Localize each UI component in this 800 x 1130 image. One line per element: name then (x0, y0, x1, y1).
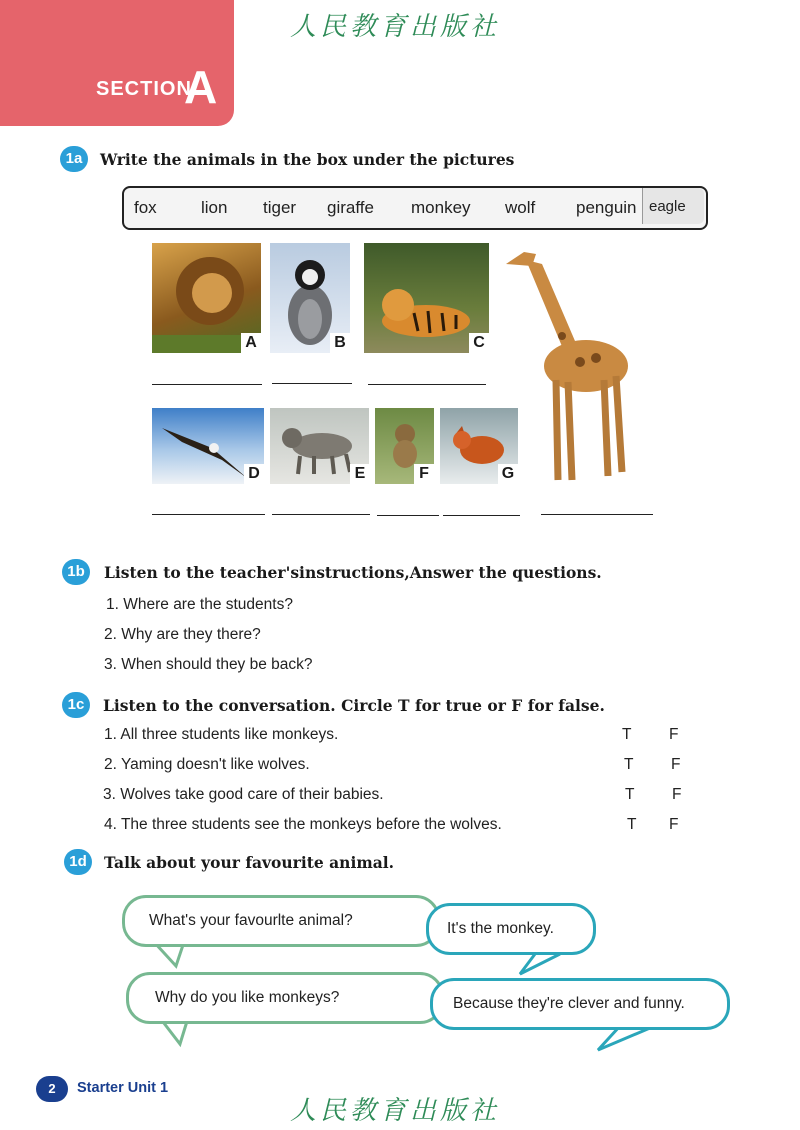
heading-1a: Write the animals in the box under the pictures (100, 150, 515, 169)
word-eagle: eagle (642, 188, 704, 224)
answer-line-b[interactable] (272, 383, 352, 384)
statement-1c-1: 1. All three students like monkeys. (104, 726, 339, 743)
answer-line-giraffe[interactable] (541, 514, 653, 515)
picture-letter-b: B (330, 333, 350, 353)
answer-line-f[interactable] (377, 515, 439, 516)
speech-bubble-1 (122, 895, 440, 947)
true-option-1[interactable]: T (622, 726, 632, 743)
heading-1d: Talk about your favourite animal. (104, 853, 395, 872)
word-penguin: penguin (576, 198, 637, 217)
false-option-1[interactable]: F (669, 726, 679, 743)
unit-label: Starter Unit 1 (77, 1080, 169, 1096)
picture-letter-e: E (350, 464, 370, 484)
picture-letter-f: F (414, 464, 434, 484)
true-option-4[interactable]: T (627, 816, 637, 833)
badge-1d: 1d (64, 849, 92, 875)
badge-1b: 1b (62, 559, 90, 585)
true-option-2[interactable]: T (624, 756, 634, 773)
picture-letter-d: D (244, 464, 264, 484)
bubble-text-4: Because they're clever and funny. (453, 995, 685, 1012)
word-lion: lion (201, 198, 228, 217)
section-letter: A (184, 61, 218, 113)
bubble-text-3: Why do you like monkeys? (155, 989, 340, 1006)
false-option-2[interactable]: F (671, 756, 681, 773)
word-tiger: tiger (263, 198, 297, 217)
question-1b-2: 2. Why are they there? (104, 626, 261, 643)
publisher-logo-bottom: 人民教育出版社 (290, 1096, 501, 1126)
statement-1c-2: 2. Yaming doesn't like wolves. (104, 756, 310, 773)
picture-letter-c: C (469, 333, 489, 353)
bubble-text-2: It's the monkey. (447, 920, 554, 937)
word-giraffe: giraffe (327, 198, 374, 217)
statement-1c-4: 4. The three students see the monkeys before the wolves. (104, 816, 502, 833)
section-label: SECTION (96, 78, 192, 100)
answer-line-g[interactable] (443, 515, 520, 516)
heading-1c: Listen to the conversation. Circle T for true or F for false. (103, 696, 605, 715)
false-option-4[interactable]: F (669, 816, 679, 833)
question-1b-1: 1. Where are the students? (106, 596, 293, 613)
badge-1a: 1a (60, 146, 88, 172)
word-fox: fox (134, 198, 157, 217)
word-monkey: monkey (411, 198, 471, 217)
page-number: 2 (36, 1076, 68, 1102)
badge-1c: 1c (62, 692, 90, 718)
heading-1b: Listen to the teacher'sinstructions,Answer the questions. (104, 563, 602, 582)
speech-bubble-3 (126, 972, 444, 1024)
word-wolf: wolf (505, 198, 536, 217)
publisher-logo: 人民教育出版社 (290, 12, 501, 42)
answer-line-a[interactable] (152, 384, 262, 385)
statement-1c-3: 3. Wolves take good care of their babies. (103, 786, 384, 803)
true-option-3[interactable]: T (625, 786, 635, 803)
answer-line-e[interactable] (272, 514, 370, 515)
speech-bubble-4 (430, 978, 730, 1030)
word-box (122, 186, 708, 230)
speech-bubble-2 (426, 903, 596, 955)
answer-line-c[interactable] (368, 384, 486, 385)
question-1b-3: 3. When should they be back? (104, 656, 313, 673)
answer-line-d[interactable] (152, 514, 265, 515)
false-option-3[interactable]: F (672, 786, 682, 803)
picture-letter-a: A (241, 333, 261, 353)
giraffe-icon (496, 240, 646, 486)
picture-letter-g: G (498, 464, 518, 484)
bubble-text-1: What's your favourlte animal? (149, 912, 353, 929)
